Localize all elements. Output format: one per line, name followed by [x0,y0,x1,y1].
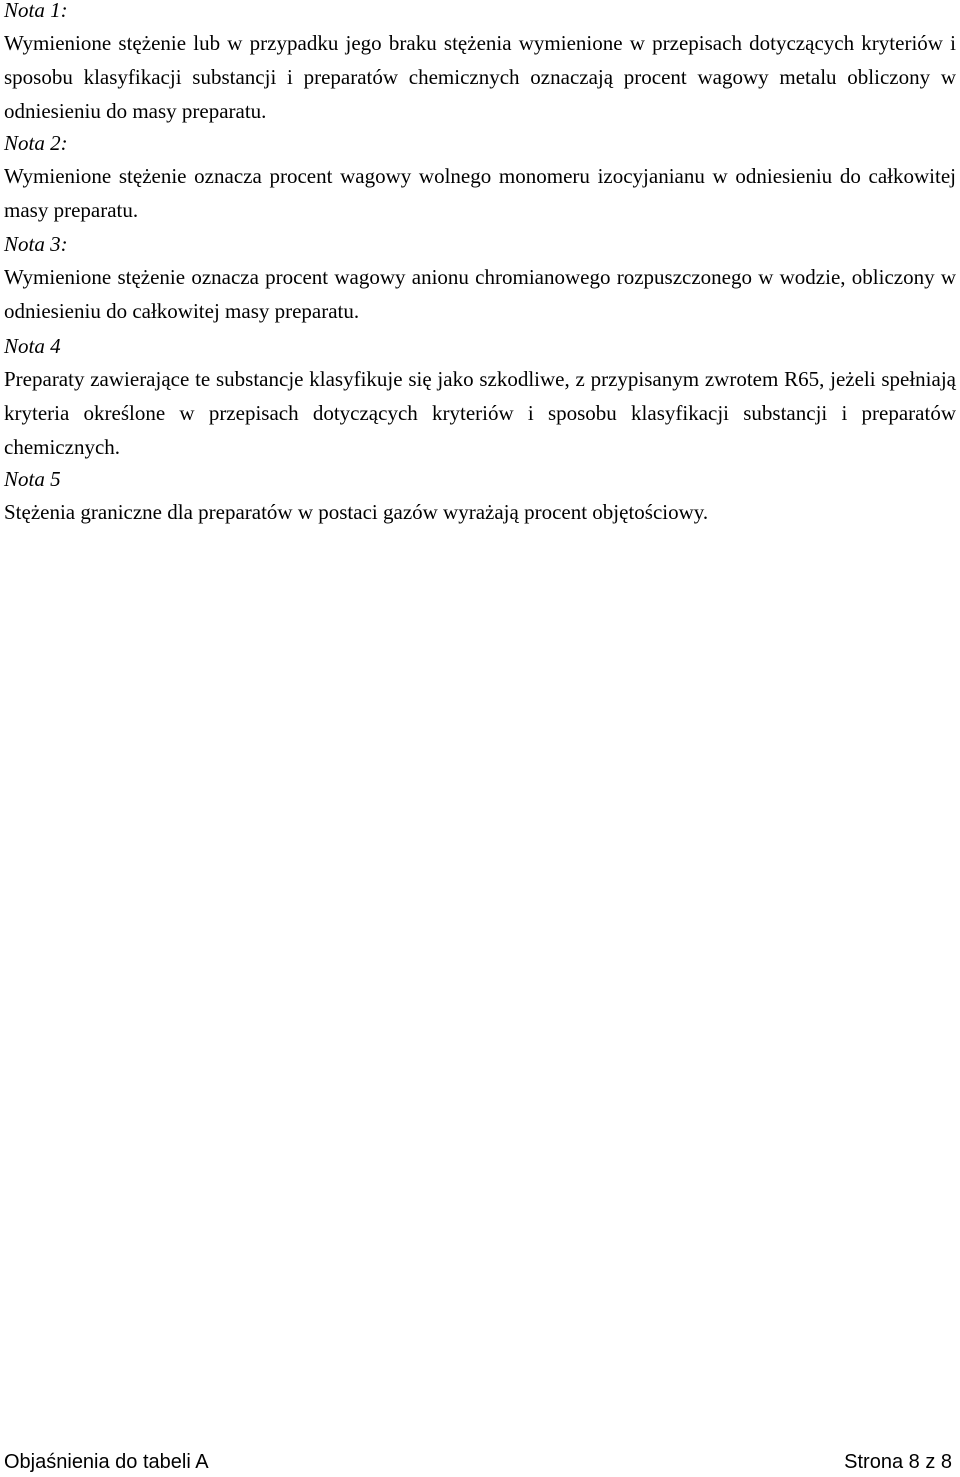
footer-page-number: Strona 8 z 8 [844,1451,952,1473]
note-title: Nota 4 [4,334,61,358]
note-title: Nota 1: [4,0,68,22]
note-4 [4,330,956,464]
page-footer [4,1448,952,1476]
note-1 [4,0,956,128]
note-3 [4,228,956,328]
note-text: Wymienione stężenie lub w przypadku jego braku stężenia wymienione w przepisach dotyczących kryteriów i sposobu klasyfikacji substancji i preparatów chemicznych oznaczają procent wagowy metalu obliczony w odniesieniu do masy preparatu. [4,31,956,123]
footer-document-title: Objaśnienia do tabeli A [4,1451,209,1473]
note-text: Preparaty zawierające te substancje klasyfikuje się jako szkodliwe, z przypisanym zwrotem R65, jeżeli spełniają kryteria określone w przepisach dotyczących kryteriów i sposobu klasyfikacji substancji i preparatów chemicznych. [4,367,956,459]
note-title: Nota 2: [4,131,68,155]
note-text: Wymienione stężenie oznacza procent wagowy wolnego monomeru izocyjanianu w odniesieniu do całkowitej masy preparatu. [4,164,956,222]
note-5 [4,463,956,529]
note-title: Nota 5 [4,467,61,491]
note-2 [4,127,956,227]
note-text: Wymienione stężenie oznacza procent wagowy anionu chromianowego rozpuszczonego w wodzie, obliczony w odniesieniu do całkowitej masy preparatu. [4,265,956,323]
note-title: Nota 3: [4,232,68,256]
note-text: Stężenia graniczne dla preparatów w postaci gazów wyrażają procent objętościowy. [4,500,709,524]
